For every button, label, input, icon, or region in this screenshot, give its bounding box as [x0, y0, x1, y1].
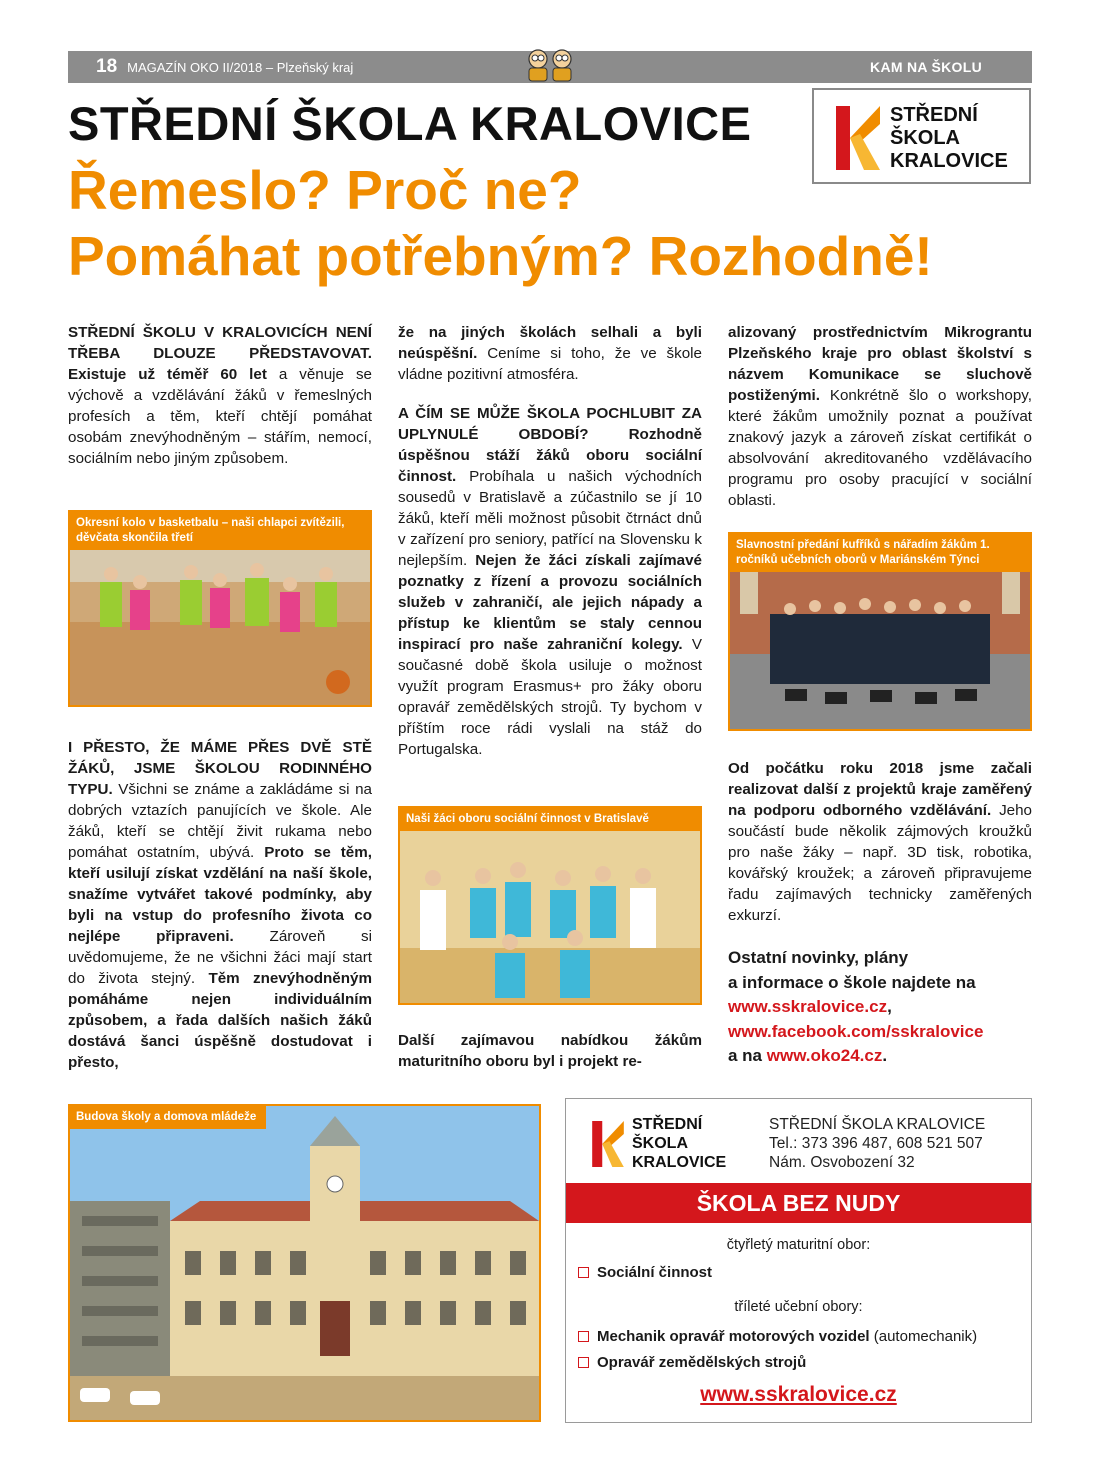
maturita-item: Sociální činnost: [578, 1264, 712, 1281]
col3-lead: alizovaný prostřednictvím Mikrograntu Plzeňského kraje pro oblast školství s názvem Komunikace se sluchově postiženými.: [728, 324, 1032, 404]
mascot-icon: [521, 46, 579, 84]
photo-caption: Okresní kolo v basketbalu – naši chlapci zvítězili, děvčata skončila třetí: [70, 512, 370, 550]
bratislava-group-image: [400, 808, 700, 1003]
contact-logo-k-icon: [592, 1121, 624, 1167]
col3-paragraph-1: [728, 322, 1032, 511]
page-number: 18: [96, 56, 118, 77]
school-logo: [812, 88, 1031, 184]
checkbox-icon: [578, 1331, 589, 1342]
link-oko24[interactable]: www.oko24.cz: [766, 1046, 883, 1065]
link3-prefix: a na: [728, 1046, 767, 1065]
col2-lead: že na jiných školách selhali a byli neúspěšní.: [398, 324, 702, 362]
contact-school-name: STŘEDNÍ ŠKOLA KRALOVICE: [769, 1116, 986, 1133]
photo-caption-3: Slavnostní předání kufříků s nářadím žákům 1. ročníků učebních oborů v Mariánském Týnci: [730, 534, 1030, 572]
news-line-2: a informace o škole najdete na: [728, 972, 976, 992]
col2-text: Ceníme si toho, že ve škole vládne pozitivní atmosféra.: [398, 345, 702, 383]
photo-bratislava: [398, 806, 702, 1005]
photo-building: [68, 1104, 541, 1422]
col1-bold-3: Těm znevýhodněným pomáháme nejen individuálním způsobem, a řada dalších našich žáků dostává šanci úspěšně dostudovat i přesto,: [68, 970, 372, 1071]
link-facebook[interactable]: www.facebook.com/sskralovice: [728, 1021, 984, 1041]
col2-text-2: Probíhala u našich východních sousedů v Bratislavě a zúčastnilo se jí 10 žáků, kteří měli možnost působit čtrnáct dnů v zařízení pro seniory, patřící na Slovensku k nejlepším.: [398, 468, 702, 569]
link-school-web[interactable]: www.sskralovice.cz: [728, 997, 888, 1016]
col1-paragraph-1: [68, 322, 372, 469]
banner-skola-bez-nudy: ŠKOLA BEZ NUDY: [566, 1183, 1031, 1223]
photo-caption-building: Budova školy a domova mládeže: [70, 1106, 266, 1129]
col1-text: a věnuje se výchově a vzdělávání žáků v řemeslných profesích a těm, kteří chtějí pomáhat osobám znevýhodněným – stářím, nemocí, sociálním nebo jiným způsobem.: [68, 366, 372, 467]
col3-text: Konkrétně šlo o workshopy, které žákům umožnily poznat a používat znakový jazyk a zároveň získat certifikát o absolvování akreditovaného vzdělávacího programu pro osoby pracující v sociální oblasti.: [728, 387, 1032, 509]
links-block: [728, 946, 1032, 1069]
col3-text-2: Jeho součástí bude několik zájmových kroužků pro naše žáky – např. 3D tisk, robotika, kovářský kroužek; a zároveň připravujeme řadu zajímavých technicky zaměřených exkurzí.: [728, 802, 1032, 924]
col2-text-3: V současné době škola usiluje o možnost využít program Erasmus+ pro žáky oboru opravář zemědělských strojů. Ty bychom v příštím roce rádi vyslali na stáž do Portugalska.: [398, 636, 702, 758]
col1-lead-2: I PŘESTO, ŽE MÁME PŘES DVĚ STĚ ŽÁKŮ, JSME ŠKOLOU RODINNÉHO TYPU.: [68, 739, 372, 798]
maturita-label: čtyřletý maturitní obor:: [726, 1237, 871, 1253]
col3-lead-2: Od počátku roku 2018 jsme začali realizovat další z projektů kraje zaměřený na podporu odborného vzdělávání.: [728, 760, 1032, 819]
col1-paragraph-2: [68, 737, 372, 1073]
photo-caption-2: Naši žáci oboru sociální činnost v Bratislavě: [400, 808, 700, 831]
col1-bold-2: Proto se těm, kteří usilují získat vzdělání na naší škole, snažíme vytvářet takové podmínky, aby byli na vstup do profesního života co nejlépe připraveni.: [68, 844, 372, 945]
photo-basketball: [68, 510, 372, 707]
ucebni-item-2: Opravář zemědělských strojů: [578, 1354, 806, 1371]
col1-text-2: Všichni se známe a zakládáme si na dobrých vztazích panujících ve škole. Ale žáků, kteří se chtějí živit rukama nebo pomáhat ostatním, ubývá.: [68, 781, 372, 861]
col2-paragraph-2: [398, 403, 702, 760]
col2-lead-3: Další zajímavou nabídkou žákům maturitního oboru byl i projekt re-: [398, 1032, 702, 1070]
article-title: STŘEDNÍ ŠKOLA KRALOVICE: [68, 97, 752, 150]
headline-2: Pomáhat potřebným? Rozhodně!: [68, 225, 933, 287]
logo-line1: STŘEDNÍ: [890, 104, 978, 126]
news-line-1: Ostatní novinky, plány: [728, 948, 909, 967]
link3-suffix: .: [882, 1046, 888, 1065]
school-building-image: [70, 1106, 539, 1420]
link1-suffix: ,: [887, 997, 892, 1016]
col2-bold-2: Nejen že žáci získali zajímavé poznatky z řízení a provozu sociálních služeb v zahraničí, ale jejich nápady a přístup ke klientům se staly cennou inspirací pro naše zahraniční kolegy.: [398, 552, 702, 653]
col1-text-3: Zároveň si uvědomujeme, že ne všichni žáci mají start do života stejný.: [68, 928, 372, 987]
col2-lead-2: A ČÍM SE MŮŽE ŠKOLA POCHLUBIT ZA UPLYNULÉ OBDOBÍ? Rozhodně úspěšnou stáží žáků oboru sociální činnost.: [398, 405, 702, 485]
contact-phone: Tel.: 373 396 487, 608 521 507: [769, 1135, 983, 1152]
contact-address: Nám. Osvobození 32: [769, 1154, 915, 1171]
col1-lead: STŘEDNÍ ŠKOLU V KRALOVICÍCH NENÍ TŘEBA DLOUZE PŘEDSTAVOVAT. Existuje už téměř 60 let: [68, 324, 372, 383]
logo-line3: KRALOVICE: [890, 150, 1008, 172]
photo-ceremony: [728, 532, 1032, 731]
contact-logo-line2: ŠKOLA: [632, 1135, 688, 1152]
col2-paragraph-1: [398, 322, 702, 385]
col2-paragraph-3: [398, 1030, 702, 1072]
contact-logo-line3: KRALOVICE: [632, 1154, 727, 1171]
contact-box: [565, 1098, 1032, 1423]
checkbox-icon: [578, 1357, 589, 1368]
contact-web-link[interactable]: www.sskralovice.cz: [700, 1383, 897, 1406]
col3-paragraph-2: [728, 758, 1032, 926]
contact-logo-line1: STŘEDNÍ: [632, 1116, 703, 1133]
checkbox-icon: [578, 1267, 589, 1278]
magazine-issue: MAGAZÍN OKO II/2018 – Plzeňský kraj: [127, 59, 354, 75]
headline-1: Řemeslo? Proč ne?: [68, 159, 582, 221]
section-label: KAM NA ŠKOLU: [870, 59, 982, 75]
logo-line2: ŠKOLA: [890, 127, 960, 149]
school-logo-k-icon: [836, 106, 880, 170]
ucebni-label: tříleté učební obory:: [734, 1299, 863, 1315]
ucebni-item-1: Mechanik opravář motorových vozidel (automechanik): [578, 1328, 977, 1345]
